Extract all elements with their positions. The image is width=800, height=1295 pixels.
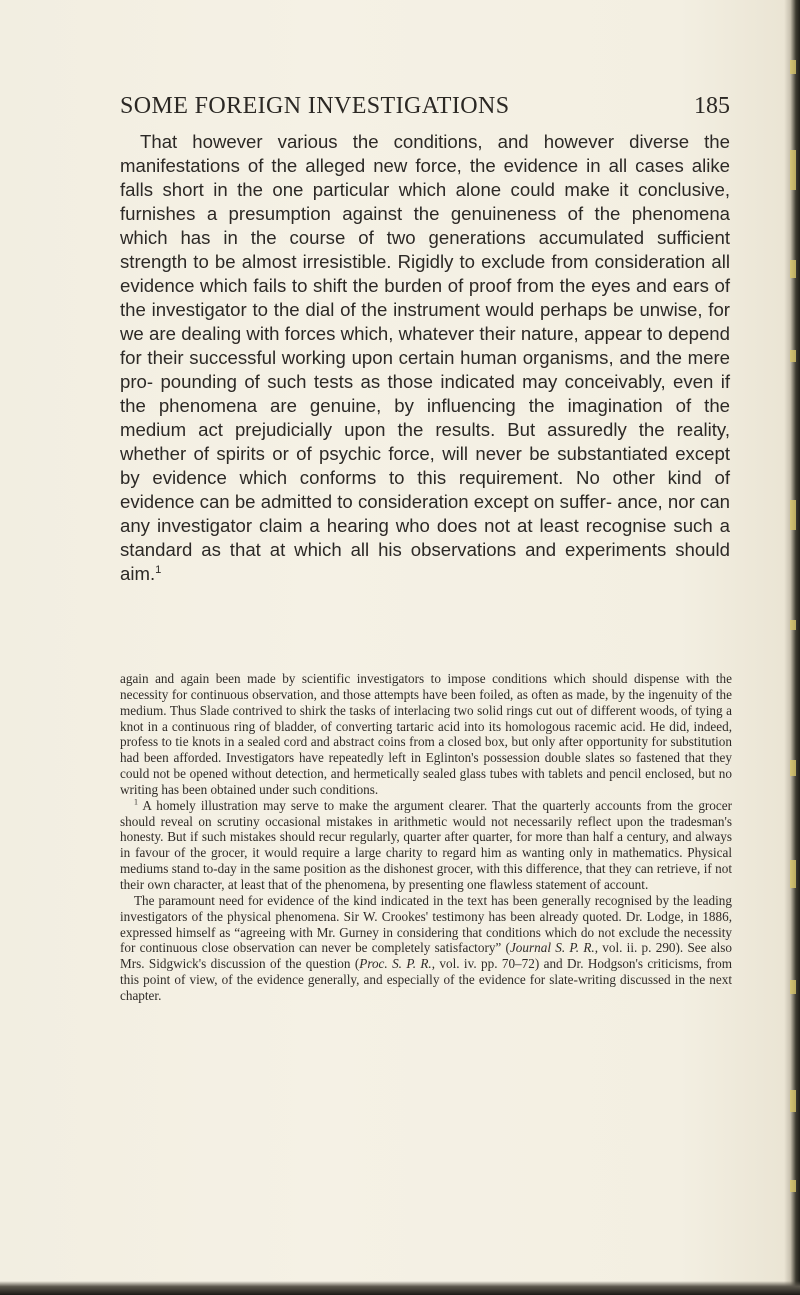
footnotes: [120, 671, 732, 1004]
footnote-continuation: again and again been made by scientific investigators to impose conditions which should dispense with the necessity for continuous observation, and those attempts have been foiled, as often as made, by the ingenuity of the medium. Thus Slade contrived to shirk the tasks of interlacing two solid rings cut out of different woods, of tying a knot in a continuous ring of bladder, of converting tartaric acid into its homologous racemic acid. He did, indeed, profess to tie knots in a sealed cord and abstract coins from a closed box, but only after opportunity for substitution had been afforded. Investigators have repeatedly left in Eglinton's possession double slates so fastened that they could not be opened without detection, and hermetically sealed glass tubes with tablets and pencil enclosed, but no writing has been obtained under such conditions.: [120, 671, 732, 797]
page-bottom-edge: [0, 1281, 800, 1295]
running-head: SOME FOREIGN INVESTIGATIONS: [120, 93, 510, 119]
main-paragraph-text: That however various the conditions, and however diverse the manifestations of the alleged new force, the evidence in all cases alike falls short in the one particular which alone could make it conclusive, furnishes a presumption against the genuineness of the phenomena which has in the course of two generations accumulated sufficient strength to be almost irresistible. Rigidly to exclude from consideration all evidence which fails to shift the burden of proof from the eyes and ears of the investigator to the dial of the instrument would perhaps be unwise, for we are dealing with forces which, whatever their nature, appear to depend for their successful working upon certain human organisms, and the mere pro- pounding of such tests as those indicated may conceivably, even if the phenomena are genuine, by influencing the imagination of the medium act prejudicially upon the results. But assuredly the reality, whether of spirits or of psychic force, will never be substantiated except by evidence which conforms to this requirement. No other kind of evidence can be admitted to consideration except on suffer- ance, nor can any investigator claim a hearing who does not at least recognise such a standard as that at which all his observations and experiments should aim.: [120, 131, 730, 584]
final-text-b: , vol. ii. p. 290). See also Mrs. Sidgwick's discussion of the question (: [120, 940, 733, 972]
page-edge-marks: [790, 0, 796, 1295]
final-text-c: , vol. iv. pp. 70–72) and Dr. Hodgson's criticisms, from this point of view, of the evidence generally, and especially of the evidence for slate-writing discussed in the next chapter.: [120, 956, 732, 1003]
footnote-marker: 1: [134, 797, 138, 807]
final-text-a: The paramount need for evidence of the kind indicated in the text has been generally recognised by the leading investigators of the physical phenomena. Sir W. Crookes' testimony has been already quoted. Dr. Lodge, in 1886, expressed himself as “agreeing with Mr. Gurney in considering that conditions which do not exclude the necessity for continuous close observation can never be completely satisfactory” (: [120, 892, 732, 956]
main-paragraph: [120, 130, 730, 586]
proceedings-citation: Proc. S. P. R.: [359, 956, 432, 972]
journal-citation: Journal S. P. R.: [509, 940, 595, 956]
footnote-1: [120, 798, 732, 893]
footnote-final-paragraph: [120, 893, 732, 1004]
page-header: [120, 93, 730, 123]
footnote-1-text: A homely illustration may serve to make the argument clearer. That the quarterly accounts from the grocer should reveal on scrutiny occasional mistakes in arithmetic would not necessarily reflect upon the tradesman's honesty. But if such mistakes should recur regularly, quarter after quarter, for more than half a century, and always in favour of the grocer, it would require a large charity to regard him as wanting only in mathematics. Physical mediums stand to-day in the same position as the dishonest grocer, with this difference, that they can retrieve, if not their own character, at least that of the phenomena, by presenting one flawless statement of account.: [120, 797, 732, 892]
footnote-reference: 1: [155, 563, 162, 576]
main-text: [120, 130, 730, 586]
page-number: 185: [694, 93, 730, 119]
